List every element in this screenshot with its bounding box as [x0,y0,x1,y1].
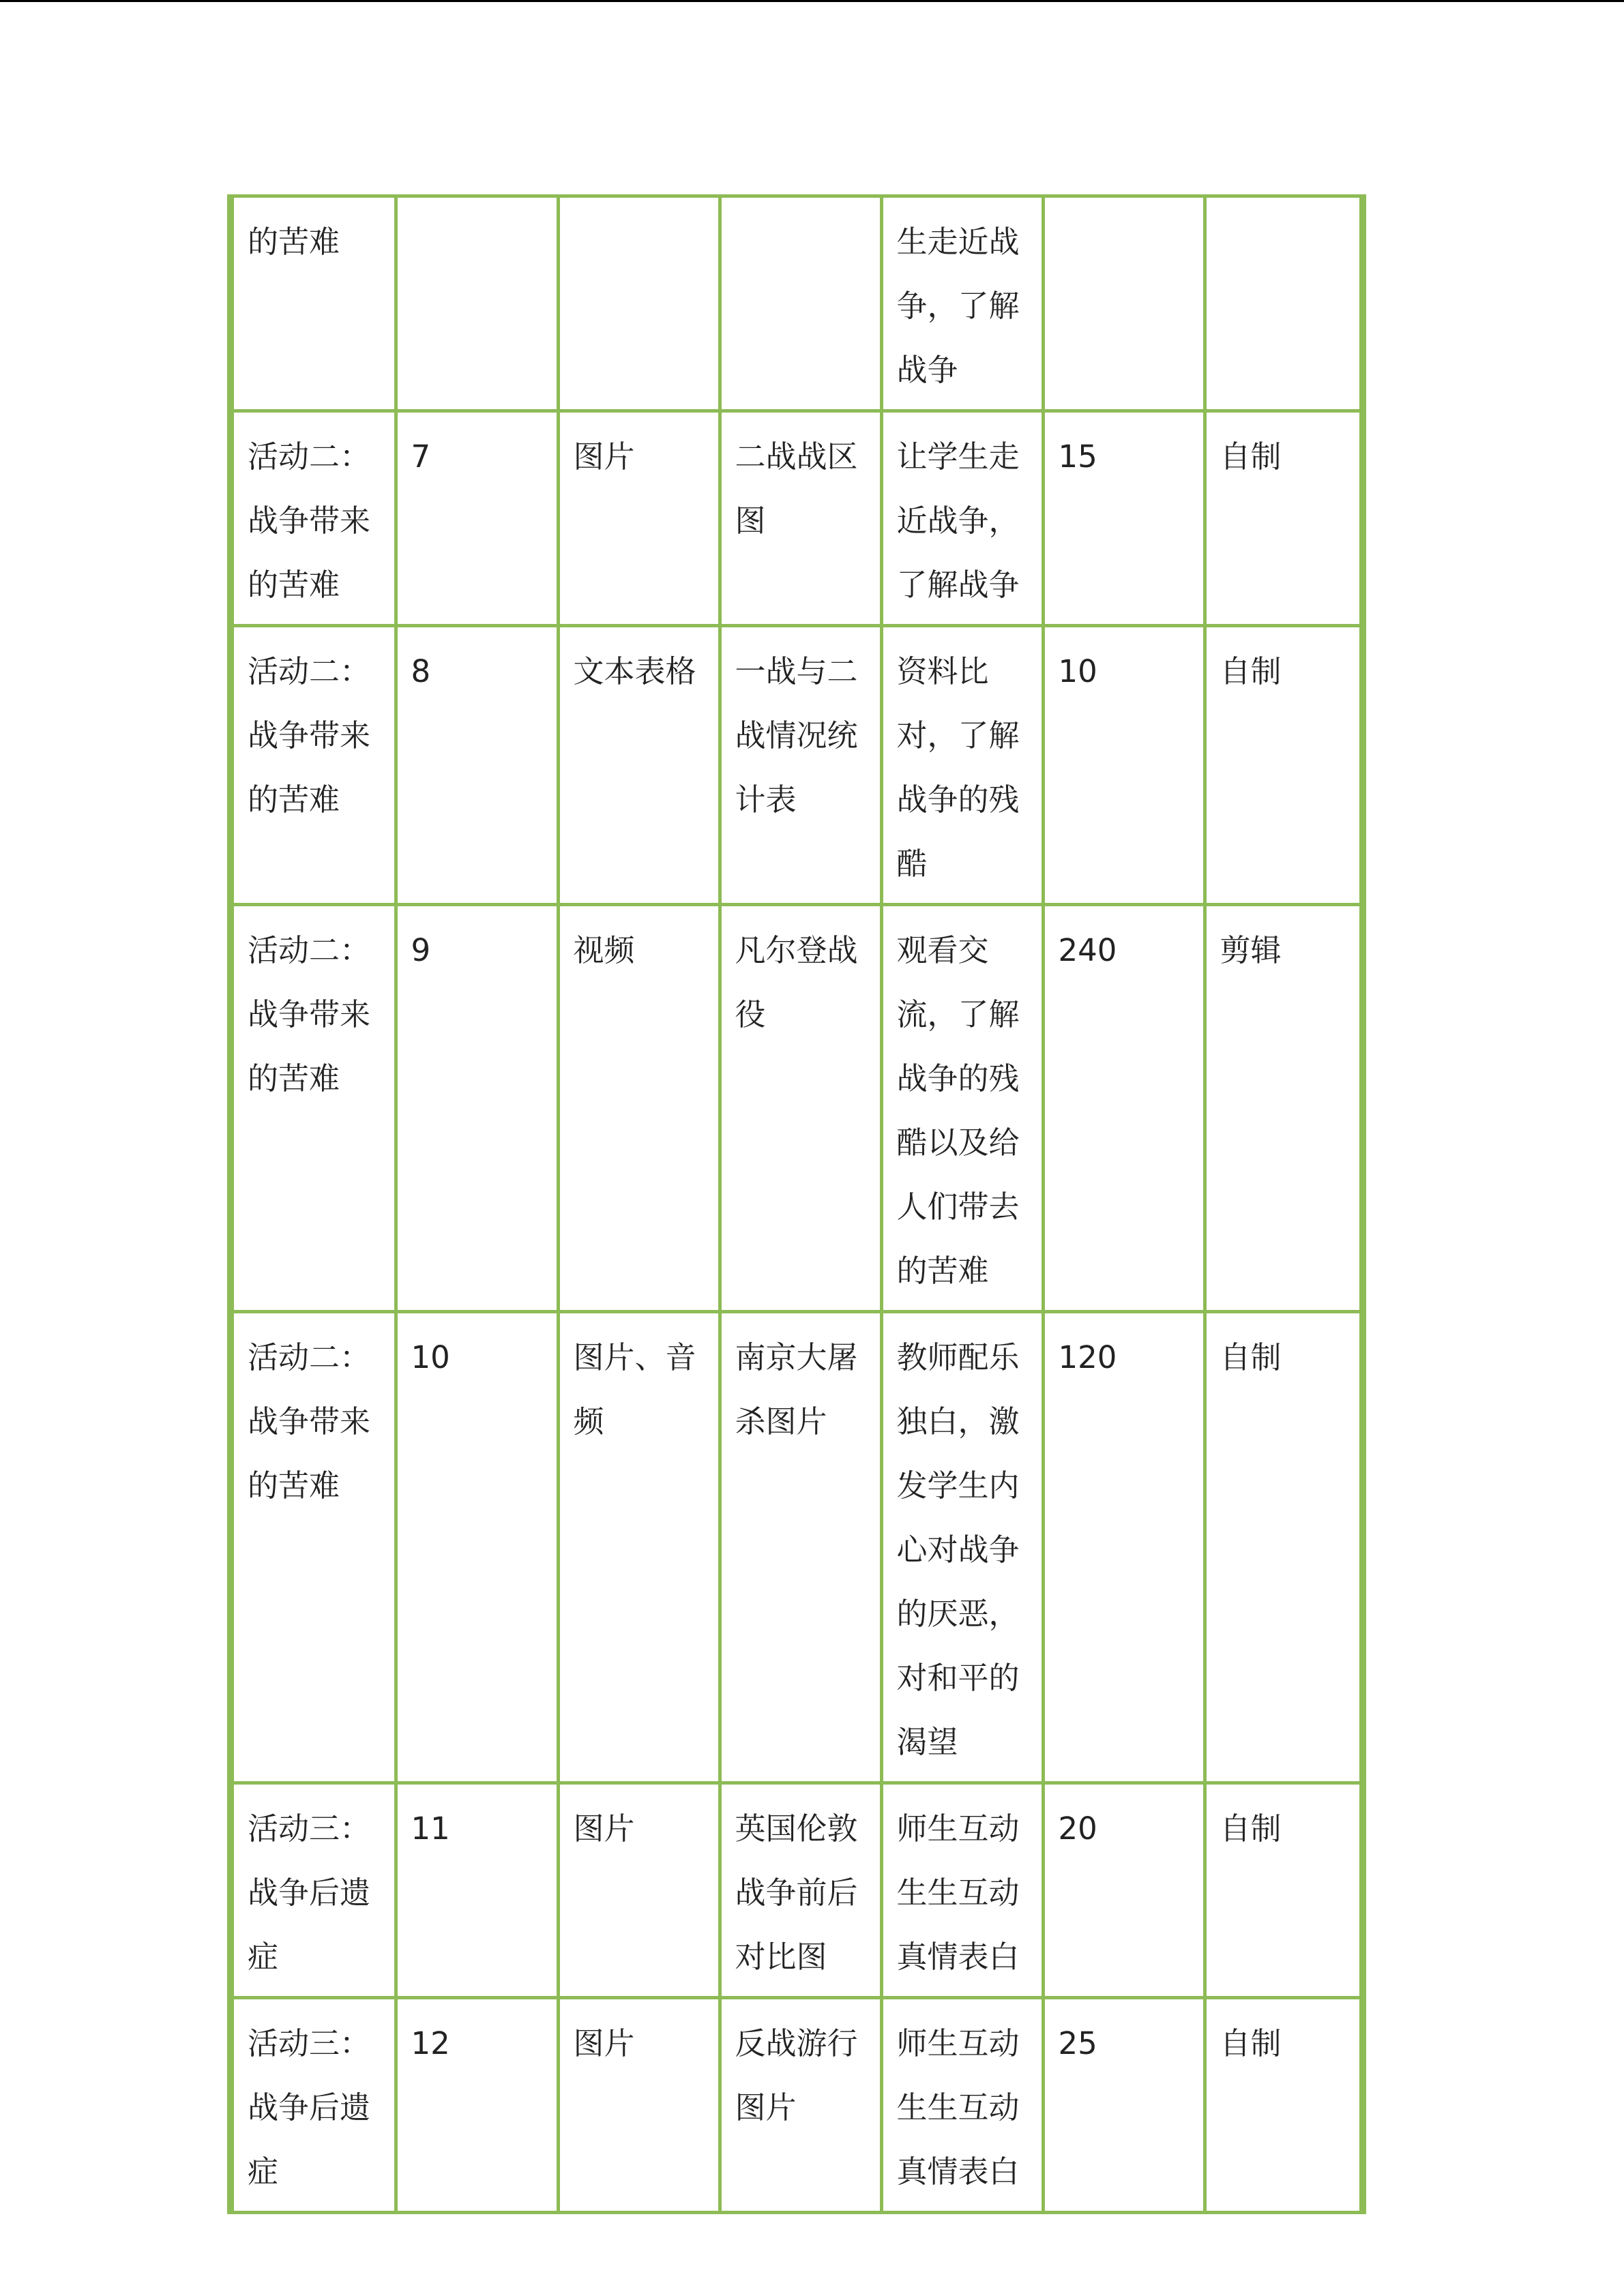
cell-activity: 活动三：战争后遗症 [234,1998,396,2211]
cell-name: 反战游行图片 [720,1998,881,2211]
table-row [234,1312,1359,1783]
cell-source: 自制 [1205,1998,1359,2211]
table-row [234,411,1359,626]
cell-duration: 240 [1043,905,1205,1312]
cell-name: 南京大屠杀图片 [720,1312,881,1783]
cell-duration: 15 [1043,411,1205,626]
cell-purpose: 教师配乐独白，激发学生内心对战争的厌恶，对和平的渴望 [881,1312,1043,1783]
cell-name: 英国伦敦战争前后对比图 [720,1783,881,1998]
table-row [234,1783,1359,1998]
cell-activity: 活动二：战争带来的苦难 [234,1312,396,1783]
cell-source: 自制 [1205,1783,1359,1998]
cell-number [396,198,558,411]
cell-number: 10 [396,1312,558,1783]
cell-activity: 活动二：战争带来的苦难 [234,905,396,1312]
table-row [234,626,1359,905]
cell-duration: 10 [1043,626,1205,905]
cell-purpose: 资料比对，了解战争的残酷 [881,626,1043,905]
cell-source [1205,198,1359,411]
cell-type: 图片 [558,1783,720,1998]
cell-purpose: 让学生走近战争，了解战争 [881,411,1043,626]
cell-activity: 活动二：战争带来的苦难 [234,411,396,626]
cell-duration: 25 [1043,1998,1205,2211]
cell-source: 自制 [1205,411,1359,626]
resource-table [234,198,1359,2211]
cell-purpose: 师生互动生生互动真情表白 [881,1783,1043,1998]
cell-name: 一战与二战情况统计表 [720,626,881,905]
resource-table-frame [227,194,1366,2214]
cell-purpose: 生走近战争，了解战争 [881,198,1043,411]
table-row [234,198,1359,411]
cell-type [558,198,720,411]
cell-name: 二战战区图 [720,411,881,626]
cell-purpose: 师生互动生生互动真情表白 [881,1998,1043,2211]
cell-number: 9 [396,905,558,1312]
top-border-line [0,0,1624,2]
cell-duration: 120 [1043,1312,1205,1783]
cell-number: 11 [396,1783,558,1998]
cell-type: 图片 [558,1998,720,2211]
cell-source: 自制 [1205,626,1359,905]
cell-type: 文本表格 [558,626,720,905]
cell-type: 视频 [558,905,720,1312]
cell-name [720,198,881,411]
cell-number: 12 [396,1998,558,2211]
cell-duration: 20 [1043,1783,1205,1998]
cell-activity: 活动二：战争带来的苦难 [234,626,396,905]
cell-activity: 活动三：战争后遗症 [234,1783,396,1998]
cell-activity: 的苦难 [234,198,396,411]
cell-purpose: 观看交流，了解战争的残酷以及给人们带去的苦难 [881,905,1043,1312]
table-row [234,905,1359,1312]
cell-number: 8 [396,626,558,905]
table-row [234,1998,1359,2211]
cell-number: 7 [396,411,558,626]
cell-name: 凡尔登战役 [720,905,881,1312]
cell-type: 图片、音频 [558,1312,720,1783]
cell-source: 剪辑 [1205,905,1359,1312]
cell-duration [1043,198,1205,411]
cell-type: 图片 [558,411,720,626]
cell-source: 自制 [1205,1312,1359,1783]
